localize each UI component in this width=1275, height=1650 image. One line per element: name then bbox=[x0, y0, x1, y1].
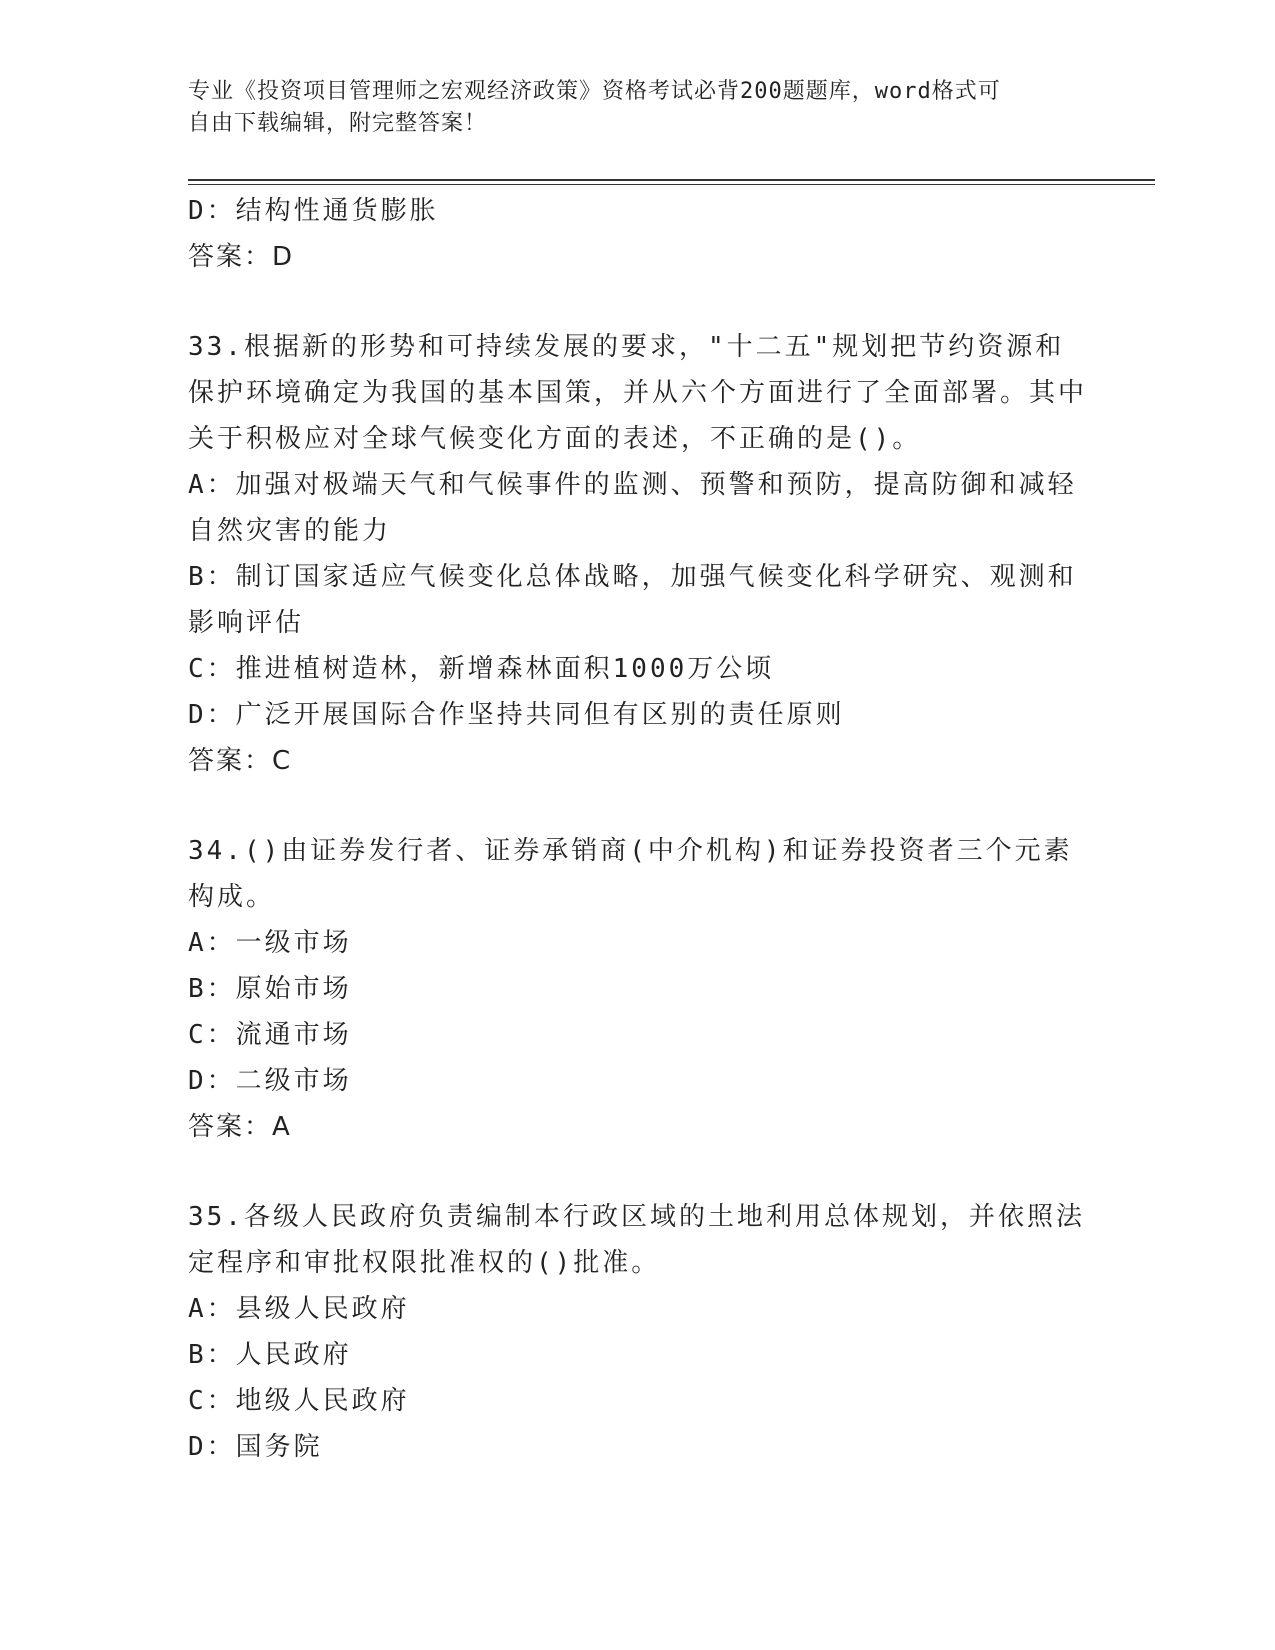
question-stem: 33.根据新的形势和可持续发展的要求，"十二五"规划把节约资源和保护环境确定为我国的基本国策，并从六个方面进行了全面部署。其中关于积极应对全球气候变化方面的表述，不正确的是()。 bbox=[188, 332, 1088, 454]
option-a: A：一级市场 bbox=[188, 928, 352, 958]
spacer bbox=[188, 1150, 1088, 1194]
option-d: D：结构性通货膨胀 bbox=[188, 196, 439, 226]
spacer bbox=[188, 784, 1088, 828]
question-35 bbox=[188, 1194, 1088, 1470]
answer-line: 答案：D bbox=[188, 242, 295, 272]
option-a: A：加强对极端天气和气候事件的监测、预警和预防，提高防御和减轻自然灾害的能力 bbox=[188, 470, 1077, 546]
question-33 bbox=[188, 324, 1088, 784]
option-d: D：广泛开展国际合作坚持共同但有区别的责任原则 bbox=[188, 700, 845, 730]
previous-question-tail bbox=[188, 188, 1088, 280]
option-c: C：推进植树造林，新增森林面积1000万公顷 bbox=[188, 654, 775, 684]
option-b: B：制订国家适应气候变化总体战略，加强气候变化科学研究、观测和影响评估 bbox=[188, 562, 1077, 638]
document-header bbox=[188, 76, 1088, 140]
option-c: C：流通市场 bbox=[188, 1020, 352, 1050]
question-list bbox=[188, 188, 1088, 1470]
option-d: D：二级市场 bbox=[188, 1066, 352, 1096]
header-divider bbox=[188, 179, 1155, 185]
header-line-1: 专业《投资项目管理师之宏观经济政策》资格考试必背200题题库，word格式可 bbox=[188, 79, 1001, 104]
option-c: C：地级人民政府 bbox=[188, 1386, 410, 1416]
option-b: B：人民政府 bbox=[188, 1340, 352, 1370]
option-d: D：国务院 bbox=[188, 1432, 323, 1462]
question-stem: 35.各级人民政府负责编制本行政区域的土地利用总体规划，并依照法定程序和审批权限批准权的()批准。 bbox=[188, 1202, 1085, 1278]
option-b: B：原始市场 bbox=[188, 974, 352, 1004]
question-34 bbox=[188, 828, 1088, 1150]
spacer bbox=[188, 280, 1088, 324]
option-a: A：县级人民政府 bbox=[188, 1294, 410, 1324]
question-stem: 34.()由证券发行者、证券承销商(中介机构)和证券投资者三个元素构成。 bbox=[188, 836, 1073, 912]
header-line-2: 自由下载编辑，附完整答案！ bbox=[188, 111, 488, 136]
answer-line: 答案：A bbox=[188, 1112, 292, 1142]
answer-line: 答案：C bbox=[188, 746, 293, 776]
